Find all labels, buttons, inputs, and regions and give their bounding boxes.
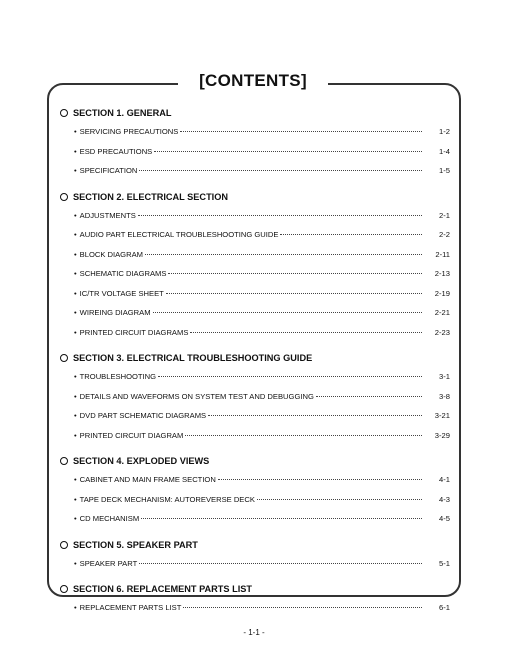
dot-leader — [141, 518, 422, 519]
toc-entry-page: 3-8 — [439, 391, 450, 401]
toc-entry — [60, 509, 450, 529]
section-heading-label: SECTION 2. ELECTRICAL SECTION — [73, 191, 229, 202]
toc-entry-page: 2-13 — [434, 269, 450, 278]
toc-entry — [60, 284, 450, 304]
toc-entry-page: 2-21 — [434, 308, 450, 317]
dot-leader — [190, 332, 422, 333]
toc-entry — [60, 323, 450, 343]
bullet-dot-icon: • — [74, 603, 77, 612]
toc-entry-label: ADJUSTMENTS — [79, 210, 136, 220]
toc-entry — [60, 303, 450, 323]
section-heading — [60, 580, 450, 598]
toc-entry-page: 1-5 — [439, 166, 450, 175]
circle-bullet-icon — [60, 585, 68, 593]
toc-entry-label: PRINTED CIRCUIT DIAGRAM — [79, 430, 184, 440]
bullet-dot-icon: • — [74, 558, 77, 568]
bullet-dot-icon: • — [74, 249, 77, 259]
toc-entry-page: 1-4 — [439, 146, 450, 156]
toc-entry-page: 2-11 — [435, 249, 450, 259]
bullet-dot-icon: • — [74, 308, 77, 317]
table-of-contents — [60, 104, 450, 618]
toc-entry-page: 2-1 — [439, 210, 450, 220]
bullet-dot-icon: • — [74, 230, 77, 239]
toc-entry — [60, 264, 450, 284]
bullet-dot-icon: • — [74, 127, 77, 136]
toc-entry-label: IC/TR VOLTAGE SHEET — [79, 288, 164, 298]
toc-entry-page: 4-5 — [439, 514, 450, 523]
bullet-dot-icon: • — [74, 288, 77, 298]
toc-entry — [60, 470, 450, 490]
toc-entry-label: SPECIFICATION — [79, 166, 138, 175]
section-heading-label: SECTION 4. EXPLODED VIEWS — [73, 456, 210, 466]
bullet-dot-icon: • — [74, 411, 77, 420]
toc-entry-label: AUDIO PART ELECTRICAL TROUBLESHOOTING GUIDE — [79, 230, 279, 239]
dot-leader — [208, 415, 422, 416]
bullet-dot-icon: • — [74, 327, 77, 337]
bullet-dot-icon: • — [74, 166, 77, 175]
bullet-dot-icon: • — [74, 269, 77, 278]
circle-bullet-icon — [60, 457, 68, 465]
toc-entry-page: 4-1 — [439, 475, 450, 484]
dot-leader — [158, 376, 422, 377]
page-number: - 1-1 - — [243, 628, 265, 637]
dot-leader — [139, 170, 422, 171]
toc-entry — [60, 554, 450, 574]
section-heading — [60, 104, 450, 122]
toc-entry-label: WIREING DIAGRAM — [79, 308, 151, 317]
dot-leader — [154, 151, 422, 152]
dot-leader — [185, 435, 422, 436]
toc-entry-page: 3-21 — [434, 411, 450, 420]
bullet-dot-icon: • — [74, 494, 77, 504]
dot-leader — [166, 293, 422, 294]
toc-entry-label: BLOCK DIAGRAM — [79, 249, 143, 259]
dot-leader — [280, 234, 422, 235]
toc-entry-page: 2-19 — [434, 288, 450, 298]
toc-entry — [60, 598, 450, 618]
toc-entry-page: 3-29 — [434, 430, 450, 440]
toc-entry-page: 2-23 — [434, 327, 450, 337]
toc-entry — [60, 426, 450, 446]
toc-entry-label: SCHEMATIC DIAGRAMS — [79, 269, 167, 278]
section-heading-label: SECTION 3. ELECTRICAL TROUBLESHOOTING GUIDE — [73, 353, 313, 363]
circle-bullet-icon — [60, 193, 68, 201]
dot-leader — [218, 479, 422, 480]
section-heading — [60, 536, 450, 554]
dot-leader — [145, 254, 422, 255]
toc-entry-label: CD MECHANISM — [79, 514, 140, 523]
section-heading — [60, 452, 450, 470]
bullet-dot-icon: • — [74, 372, 77, 381]
circle-bullet-icon — [60, 541, 68, 549]
toc-entry — [60, 142, 450, 162]
toc-entry-label: DETAILS AND WAVEFORMS ON SYSTEM TEST AND DEBUGGING — [79, 391, 314, 401]
toc-entry-label: DVD PART SCHEMATIC DIAGRAMS — [79, 411, 207, 420]
toc-entry-page: 3-1 — [439, 372, 450, 381]
toc-entry-label: SPEAKER PART — [79, 558, 138, 568]
toc-entry-page: 1-2 — [439, 127, 450, 136]
toc-entry-page: 4-3 — [439, 494, 450, 504]
toc-entry — [60, 387, 450, 407]
toc-entry-label: PRINTED CIRCUIT DIAGRAMS — [79, 327, 189, 337]
bullet-dot-icon: • — [74, 210, 77, 220]
dot-leader — [138, 215, 422, 216]
toc-entry — [60, 206, 450, 226]
section-heading-label: SECTION 5. SPEAKER PART — [73, 539, 198, 550]
toc-entry — [60, 367, 450, 387]
toc-entry — [60, 490, 450, 510]
dot-leader — [139, 563, 422, 564]
toc-entry-label: ESD PRECAUTIONS — [79, 146, 153, 156]
toc-entry-page: 2-2 — [439, 230, 450, 239]
toc-entry-label: SERVICING PRECAUTIONS — [79, 127, 179, 136]
dot-leader — [183, 607, 422, 608]
toc-entry — [60, 245, 450, 265]
bullet-dot-icon: • — [74, 430, 77, 440]
toc-entry-label: TROUBLESHOOTING — [79, 372, 157, 381]
bullet-dot-icon: • — [74, 391, 77, 401]
bullet-dot-icon: • — [74, 514, 77, 523]
toc-entry-label: REPLACEMENT PARTS LIST — [79, 603, 182, 612]
page-title: [CONTENTS] — [178, 66, 328, 96]
toc-entry-label: TAPE DECK MECHANISM: AUTOREVERSE DECK — [79, 494, 255, 504]
bullet-dot-icon: • — [74, 475, 77, 484]
toc-entry — [60, 122, 450, 142]
circle-bullet-icon — [60, 109, 68, 117]
toc-entry-page: 6-1 — [439, 603, 450, 612]
toc-entry — [60, 406, 450, 426]
section-heading — [60, 188, 450, 206]
toc-entry-label: CABINET AND MAIN FRAME SECTION — [79, 475, 216, 484]
dot-leader — [153, 312, 422, 313]
circle-bullet-icon — [60, 354, 68, 362]
dot-leader — [316, 396, 422, 397]
dot-leader — [180, 131, 422, 132]
section-heading-label: SECTION 6. REPLACEMENT PARTS LIST — [73, 584, 252, 594]
dot-leader — [257, 499, 422, 500]
bullet-dot-icon: • — [74, 146, 77, 156]
section-heading — [60, 349, 450, 367]
toc-entry — [60, 161, 450, 181]
toc-entry — [60, 225, 450, 245]
section-heading-label: SECTION 1. GENERAL — [73, 108, 172, 118]
dot-leader — [168, 273, 422, 274]
toc-entry-page: 5-1 — [439, 558, 450, 568]
